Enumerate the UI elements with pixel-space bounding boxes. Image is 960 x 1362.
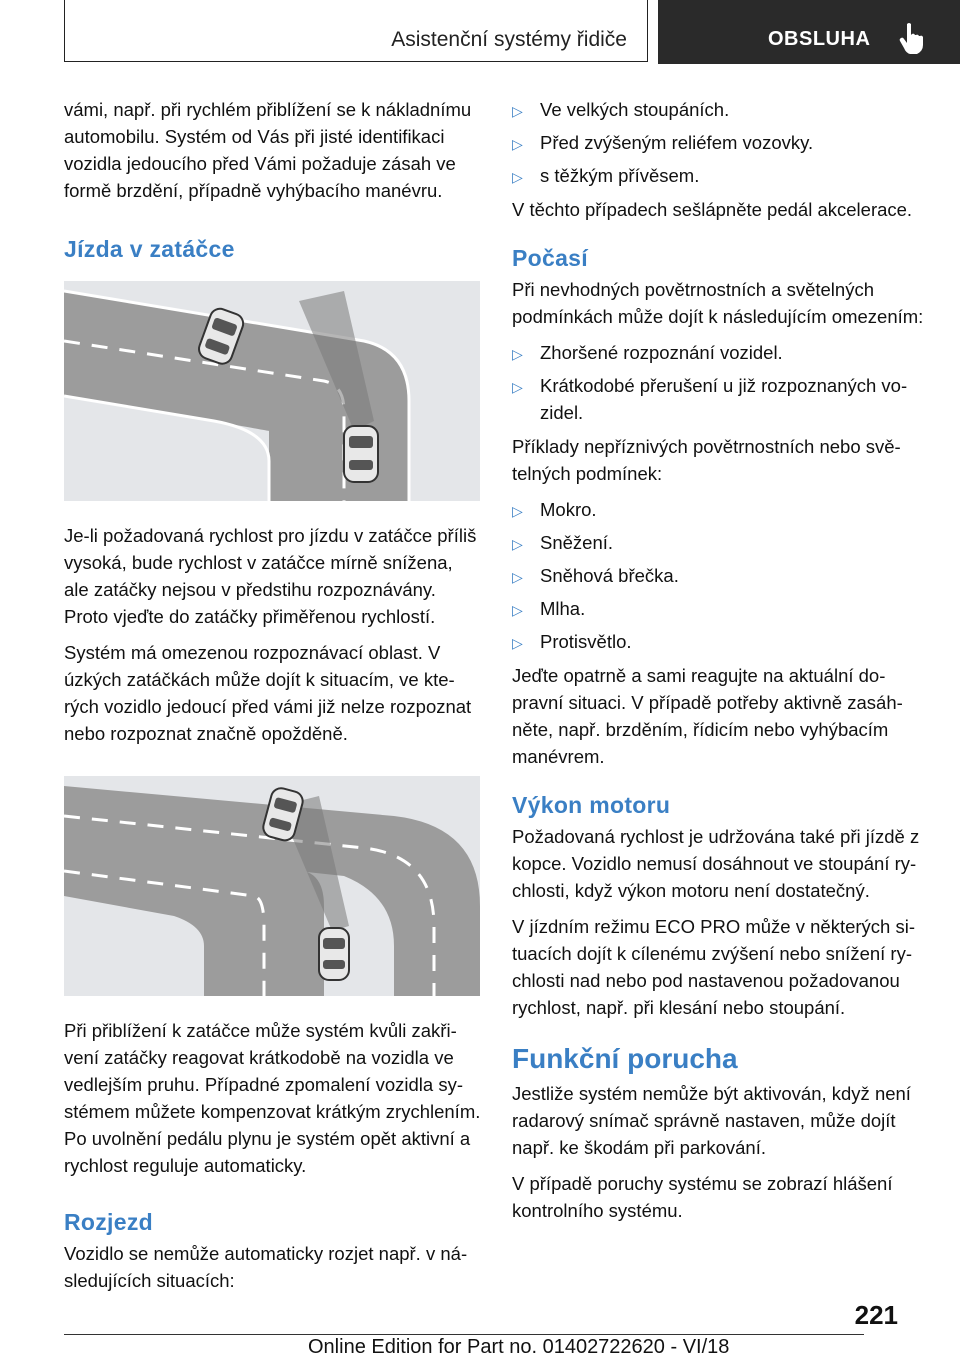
curve-paragraph-2: Systém má omezenou rozpoznávací oblast. V úzkých zatáčkách může dojít k situacím, ve kterých vozidlo jedoucí před vámi již nelze rozpoznat nebo rozpoznat značně opožděně. (64, 642, 472, 744)
intro-paragraph: vámi, např. při rychlém přiblížení se k nákladnímu automobilu. Systém od Vás při jisté identifikaci vozidla jedoucího před Vámi požaduje zásah ve formě brzdění, případně vyhýbacího manévru. (64, 99, 472, 201)
curve-paragraph-1: Je-li požadovaná rychlost pro jízdu v zatáčce příliš vysoká, bude rychlost v zatáčce mírně snížena, ale zatáčky nejsou v předstihu rozpoznávány. Proto vjeďte do zatáčky přiměřenou rychlostí. (64, 525, 477, 627)
list-item: ▷ Sněhová břečka. (512, 562, 928, 589)
chapter-tab (658, 0, 960, 64)
own-car (344, 426, 378, 482)
engine-paragraph-1: Požadovaná rychlost je udržována také při jízdě z kopce. Vozidlo nemusí dosáhnout ve stoupání rychlosti, když výkon motoru není dostatečný. (512, 826, 920, 901)
start-situations-list (512, 96, 928, 189)
start-paragraph: Vozidlo se nemůže automaticky rozjet např. v následujících situacích: (64, 1243, 468, 1291)
triangle-bullet-icon: ▷ (512, 536, 523, 552)
curve-figure-1 (64, 281, 480, 501)
list-item: ▷ Zhoršené rozpoznání vozidel. (512, 339, 928, 366)
weather-examples-list (512, 496, 928, 655)
heading-curve: Jízda v zatáčce (64, 236, 235, 262)
chapter-label: OBSLUHA (768, 28, 871, 50)
page-header (64, 0, 960, 64)
own-car (319, 928, 349, 980)
heading-start: Rozjezd (64, 1209, 153, 1235)
curve-paragraph-3: Při přiblížení k zatáčce může systém kvůli zakřivení zatáčky reagovat krátkodobě na vozidla ve vedlejším pruhu. Případné zpomalení vozidla systémem můžete kompenzovat krátkým zrychlením. Po uvolnění pedálu plynu je systém opět aktivní a rychlost reguluje automaticky. (64, 1020, 481, 1176)
triangle-bullet-icon: ▷ (512, 503, 523, 519)
fault-paragraph-1: Jestliže systém nemůže být aktivován, když není radarový snímač správně nastaven, může dojít např. ke škodám při parkování. (512, 1083, 911, 1158)
triangle-bullet-icon: ▷ (512, 346, 523, 362)
heading-fault: Funkční porucha (512, 1043, 738, 1074)
triangle-bullet-icon: ▷ (512, 602, 523, 618)
triangle-bullet-icon: ▷ (512, 169, 523, 185)
triangle-bullet-icon: ▷ (512, 379, 523, 395)
page-number: 221 (854, 1300, 898, 1330)
list-item: ▷ Mlha. (512, 595, 928, 622)
triangle-bullet-icon: ▷ (512, 569, 523, 585)
fault-paragraph-2: V případě poruchy systému se zobrazí hlášení kontrolního systému. (512, 1173, 893, 1221)
list-item: ▷ Ve velkých stoupáních. (512, 96, 928, 123)
heading-weather: Počasí (512, 245, 588, 271)
list-item: ▷ Protisvětlo. (512, 628, 928, 655)
weather-limits-list (512, 339, 928, 426)
list-item: ▷ Mokro. (512, 496, 928, 523)
edition-note: Online Edition for Part no. 01402722620 - VI/18 (308, 1336, 730, 1358)
left-column (64, 96, 482, 1303)
section-tab (64, 0, 648, 62)
list-item: ▷ Před zvýšeným reliéfem vozovky. (512, 129, 928, 156)
footer-divider (64, 1334, 864, 1335)
triangle-bullet-icon: ▷ (512, 136, 523, 152)
curve-figure-2 (64, 776, 480, 996)
weather-paragraph: Při nevhodných povětrnostních a světelných podmínkách může dojít k následujícím omezením: (512, 279, 924, 327)
triangle-bullet-icon: ▷ (512, 103, 523, 119)
heading-engine: Výkon motoru (512, 792, 671, 818)
weather-examples-paragraph: Příklady nepříznivých povětrnostních nebo světelných podmínek: (512, 436, 901, 484)
triangle-bullet-icon: ▷ (512, 635, 523, 651)
hand-pointer-icon (898, 22, 926, 54)
right-column (512, 96, 928, 1233)
section-title: Asistenční systémy řidiče (391, 28, 627, 51)
list-item: ▷ Sněžení. (512, 529, 928, 556)
list-item: ▷ Krátkodobé přerušení u již rozpoznaných vozidel. (512, 375, 908, 423)
start-after-paragraph: V těchto případech sešlápněte pedál akcelerace. (512, 199, 913, 220)
weather-after-paragraph: Jeďte opatrně a sami reagujte na aktuální dopravní situaci. V případě potřeby aktivně zasáhněte, např. brzděním, řídicím nebo vyhýbacím manévrem. (512, 665, 903, 767)
engine-paragraph-2: V jízdním režimu ECO PRO může v některých situacích dojít k cílenému zvýšení nebo snížení rychlosti nad nebo pod nastavenou požadovanou rychlost, např. při klesání nebo stoupání. (512, 916, 916, 1018)
list-item: ▷ s těžkým přívěsem. (512, 162, 928, 189)
